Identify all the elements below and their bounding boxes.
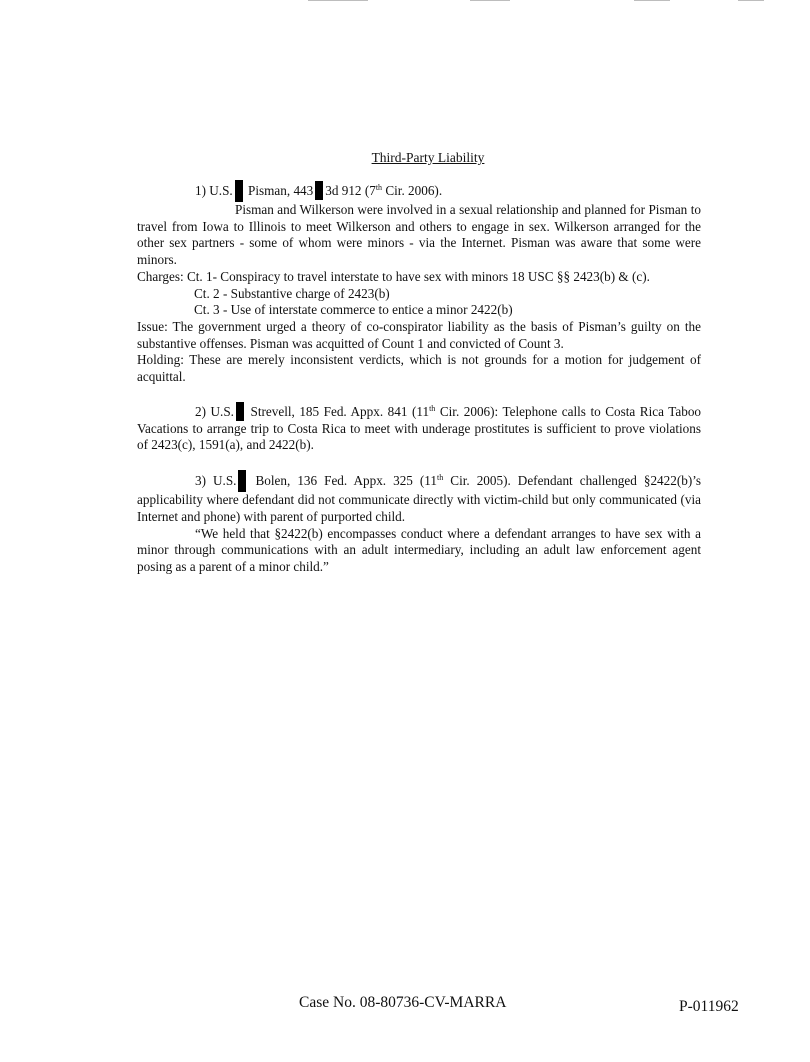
case-1-issue: Issue: The government urged a theory of co-conspirator liability as the basis of Pisman’s guilty on the substantive offenses. Pisman was acquitted of Count 1 and convicted of Count 3.: [137, 318, 701, 351]
redaction-block: [236, 402, 244, 421]
page-heading: Third-Party Liability: [371, 150, 485, 165]
document-body: [137, 180, 701, 576]
charge-count-1: Charges: Ct. 1- Conspiracy to travel interstate to have sex with minors 18 USC §§ 2423(b) & (c).: [137, 268, 650, 284]
scan-artifact: [634, 0, 670, 1]
case-1-holding: Holding: These are merely inconsistent verdicts, which is not grounds for a motion for judgement of acquittal.: [137, 352, 701, 385]
case-3-quote: “We held that §2422(b) encompasses conduct where a defendant arranges to have sex with a minor through communications with an adult intermediary, including an adult law enforcement agent posing as a parent of a minor child.”: [137, 525, 701, 574]
case-1-citation: 1) U.S. Pisman, 443 3d 912 (7th Cir. 2006).: [137, 180, 701, 202]
charge-count-3: Ct. 3 - Use of interstate commerce to entice a minor 2422(b): [194, 302, 513, 318]
redaction-block: [315, 181, 323, 200]
case-2-paragraph: 2) U.S. Strevell, 185 Fed. Appx. 841 (11th Cir. 2006): Telephone calls to Costa Rica Taboo Vacations to arrange trip to Costa Rica to meet with underage prostitutes is sufficient to prove violations of 2423(c), 1591(a), and 2422(b).: [137, 403, 702, 453]
redaction-block: [238, 470, 246, 492]
scan-artifact: [738, 0, 764, 1]
charge-count-2: Ct. 2 - Substantive charge of 2423(b): [194, 285, 390, 301]
case-3-paragraph: 3) U.S. Bolen, 136 Fed. Appx. 325 (11th Cir. 2005). Defendant challenged §2422(b)’s applicability where defendant did not communicate directly with victim-child but only communicated (via Internet and phone) with parent of purported child.: [137, 470, 701, 525]
scan-artifact: [470, 0, 510, 1]
case-1-facts: Pisman and Wilkerson were involved in a sexual relationship and planned for Pisman to travel from Iowa to Illinois to meet Wilkerson and others to engage in sex. Wilkerson arranged for the other sex partners - some of whom were minors - via the Internet. Pisman was aware that some were minors.: [137, 202, 701, 268]
case-number: Case No. 08-80736-CV-MARRA: [299, 994, 507, 1011]
redaction-block: [235, 180, 243, 202]
bates-number: P-011962: [679, 998, 739, 1015]
scan-artifact: [308, 0, 368, 1]
